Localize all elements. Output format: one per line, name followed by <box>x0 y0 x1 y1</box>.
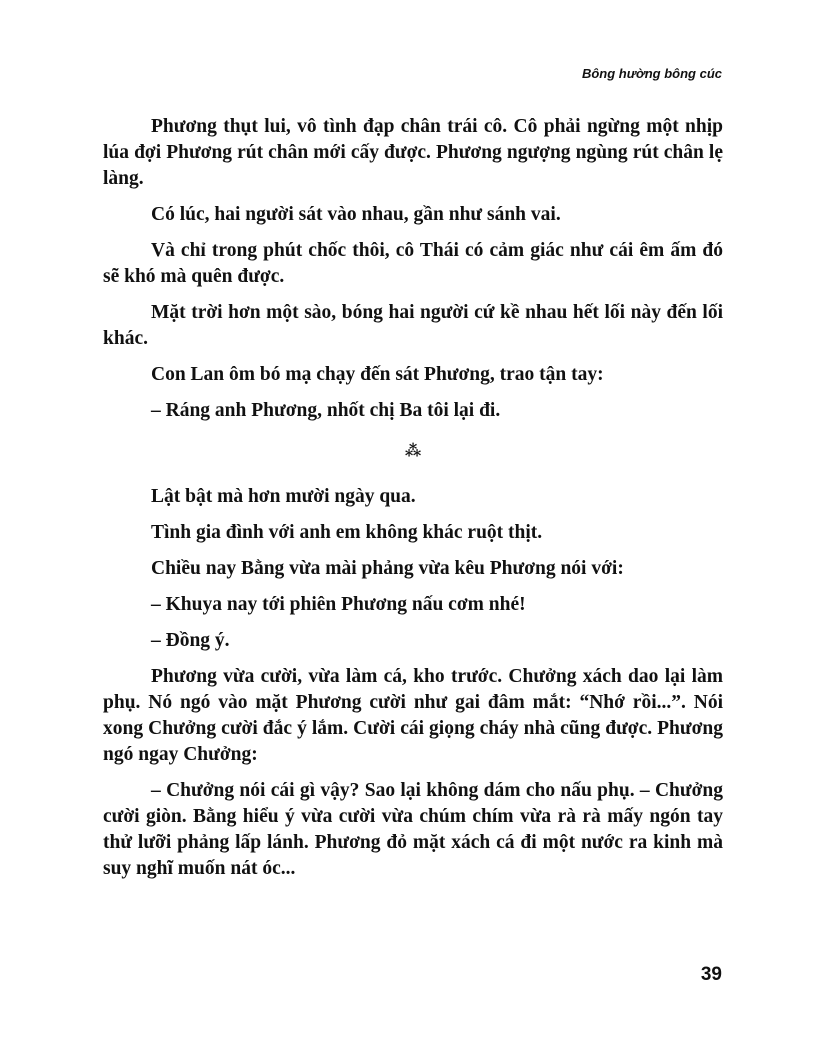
asterism-icon: ⁂ <box>404 443 422 460</box>
page-body <box>103 114 723 892</box>
paragraph: Có lúc, hai người sát vào nhau, gần như sánh vai. <box>151 204 561 225</box>
paragraph: Phương vừa cười, vừa làm cá, kho trước. Chưởng xách dao lại làm phụ. Nó ngó vào mặt Phương cười như gai đâm mắt: “Nhớ rồi...”. Nói xong Chưởng cười đắc ý lắm. Cười cái giọng cháy nhà cũng được. Phương ngó ngay Chưởng: <box>103 666 723 765</box>
page-number: 39 <box>700 964 722 985</box>
paragraph: Tình gia đình với anh em không khác ruột thịt. <box>151 522 543 543</box>
paragraph: Phương thụt lui, vô tình đạp chân trái cô. Cô phải ngừng một nhịp lúa đợi Phương rút chân mới cấy được. Phương ngượng ngùng rút chân lẹ làng. <box>103 116 723 189</box>
paragraph: Và chỉ trong phút chốc thôi, cô Thái có cảm giác như cái êm ấm đó sẽ khó mà quên được. <box>103 240 723 287</box>
paragraph: – Khuya nay tới phiên Phương nấu cơm nhé! <box>151 594 526 615</box>
paragraph: Lật bật mà hơn mười ngày qua. <box>151 486 416 507</box>
paragraph: Chiều nay Bằng vừa mài phảng vừa kêu Phương nói với: <box>151 558 624 579</box>
paragraph: – Chưởng nói cái gì vậy? Sao lại không dám cho nấu phụ. – Chưởng cười giòn. Bằng hiểu ý vừa cười vừa chúm chím vừa rà rà mấy ngón tay thử lưỡi phảng lấp lánh. Phương đỏ mặt xách cá đi một nước ra kinh mà suy nghĩ muốn nát óc... <box>103 780 723 879</box>
running-header: Bông hường bông cúc <box>581 66 722 81</box>
section-divider <box>103 444 723 460</box>
paragraph: Con Lan ôm bó mạ chạy đến sát Phương, trao tận tay: <box>151 364 604 385</box>
paragraph: Mặt trời hơn một sào, bóng hai người cứ kề nhau hết lối này đến lối khác. <box>103 302 723 349</box>
paragraph: – Ráng anh Phương, nhốt chị Ba tôi lại đi. <box>151 400 501 421</box>
paragraph: – Đồng ý. <box>151 630 230 651</box>
